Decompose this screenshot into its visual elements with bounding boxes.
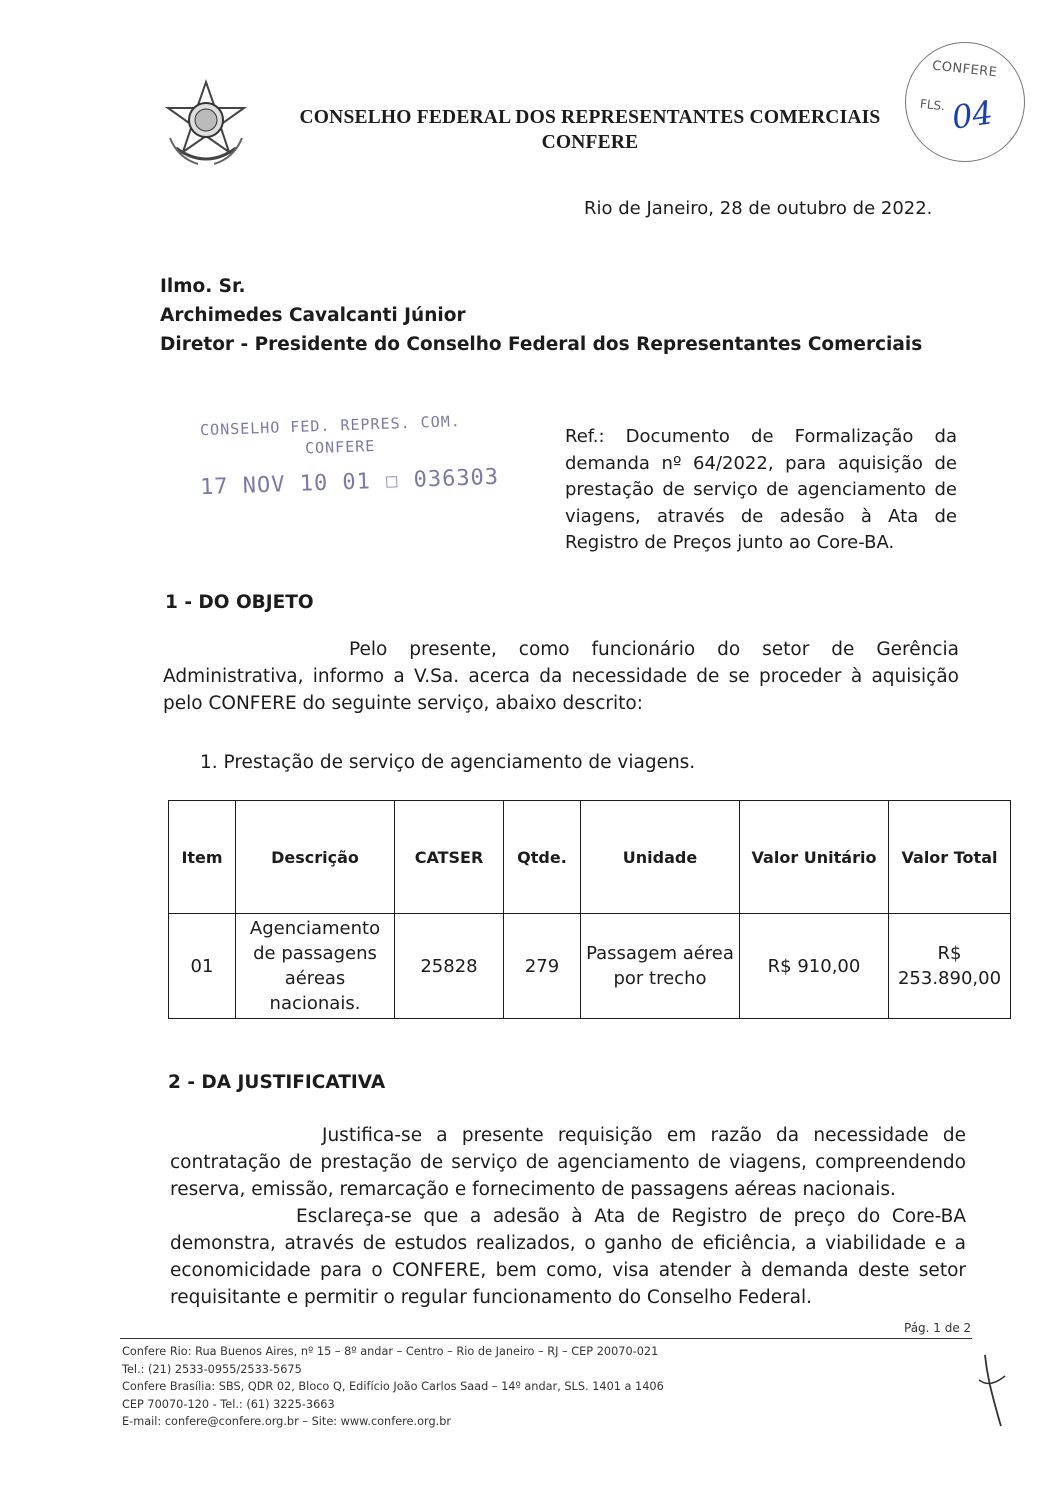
receipt-stamp-line1: CONSELHO FED. REPRES. COM.: [199, 412, 462, 440]
document-date: Rio de Janeiro, 28 de outubro de 2022.: [584, 198, 933, 219]
table-cell-valor-unitario: R$ 910,00: [740, 914, 889, 1019]
section-paragraph-objeto: Pelo presente, como funcionário do setor de Gerência Administrativa, informo a V.Sa. acerca da necessidade de se proceder à aquisição pelo CONFERE do seguinte serviço, abaixo descrito:: [163, 639, 959, 714]
organization-name: CONSELHO FEDERAL DOS REPRESENTANTES COMERCIAIS: [299, 107, 881, 128]
organization-acronym: CONFERE: [541, 132, 639, 153]
table-cell-valor-total: R$ 253.890,00: [889, 914, 1011, 1019]
table-header-valor-unitario: Valor Unitário: [740, 801, 889, 914]
table-cell-item: 01: [169, 914, 236, 1019]
table-header-item: Item: [169, 801, 236, 914]
footer-line: E-mail: confere@confere.org.br – Site: www.confere.org.br: [122, 1415, 452, 1428]
recipient-title: Diretor - Presidente do Conselho Federal dos Representantes Comerciais: [160, 334, 923, 355]
items-table: [168, 800, 1011, 1019]
page-stamp-org: CONFERE: [931, 58, 999, 81]
section-heading-justificativa: 2 - DA JUSTIFICATIVA: [168, 1072, 386, 1093]
footer-line: Confere Rio: Rua Buenos Aires, nº 15 – 8º andar – Centro – Rio de Janeiro – RJ – CEP 20070-021: [122, 1345, 659, 1358]
table-cell-catser: 25828: [395, 914, 504, 1019]
table-cell-descricao: Agenciamento de passagens aéreas nacionais.: [236, 914, 395, 1019]
recipient-block: [160, 272, 922, 359]
table-cell-unidade: Passagem aérea por trecho: [581, 914, 740, 1019]
recipient-salutation: Ilmo. Sr.: [160, 276, 246, 297]
table-header-unidade: Unidade: [581, 801, 740, 914]
organization-title: [270, 105, 910, 155]
table-header-descricao: Descrição: [236, 801, 395, 914]
section-heading-objeto: 1 - DO OBJETO: [165, 592, 314, 613]
table-header-valor-total: Valor Total: [889, 801, 1011, 914]
coat-of-arms-icon: [158, 78, 254, 174]
table-row: [169, 914, 1011, 1019]
recipient-name: Archimedes Cavalcanti Júnior: [160, 305, 466, 326]
list-item: 1. Prestação de serviço de agenciamento de viagens.: [200, 752, 696, 773]
footer-line: CEP 70070-120 - Tel.: (61) 3225-3663: [122, 1397, 335, 1411]
table-header-catser: CATSER: [395, 801, 504, 914]
table-header-row: [169, 801, 1011, 914]
rubric-signature-icon: [965, 1350, 1015, 1430]
reference-text: Ref.: Documento de Formalização da demanda nº 64/2022, para aquisição de prestação de serviço de agenciamento de viagens, através de adesão à Ata de Registro de Preços junto ao Core-BA.: [565, 426, 957, 553]
receipt-stamp: [199, 412, 500, 501]
section-paragraph-justificativa-2: Esclareça-se que a adesão à Ata de Registro de preço do Core-BA demonstra, através de estudos realizados, o ganho de eficiência, a viabilidade e a economicidade para o CONFERE, bem como, visa atender à demanda deste setor requisitante e permitir o regular funcionamento do Conselho Federal.: [170, 1206, 966, 1308]
footer-line: Confere Brasília: SBS, QDR 02, Bloco Q, Edifício João Carlos Saad – 14º andar, SLS. 1401 a 1406: [122, 1380, 664, 1393]
footer-line: Tel.: (21) 2533-0955/2533-5675: [122, 1362, 302, 1376]
table-cell-qtde: 279: [504, 914, 581, 1019]
section-paragraph-justificativa-1: Justifica-se a presente requisição em razão da necessidade de contratação de prestação de serviço de agenciamento de viagens, compreendendo reserva, emissão, remarcação e fornecimento de passagens aéreas nacionais.: [170, 1125, 966, 1200]
receipt-stamp-line3: 17 NOV 10 01 ☐ 036303: [199, 464, 500, 501]
page-number: Pág. 1 de 2: [904, 1321, 972, 1335]
table-header-qtde: Qtde.: [504, 801, 581, 914]
footer-address: [122, 1343, 664, 1431]
page-stamp-number: 04: [949, 93, 996, 137]
page-stamp-label: FLS.: [919, 96, 946, 114]
footer-divider: [120, 1338, 972, 1339]
receipt-stamp-line2: CONFERE: [304, 436, 376, 458]
